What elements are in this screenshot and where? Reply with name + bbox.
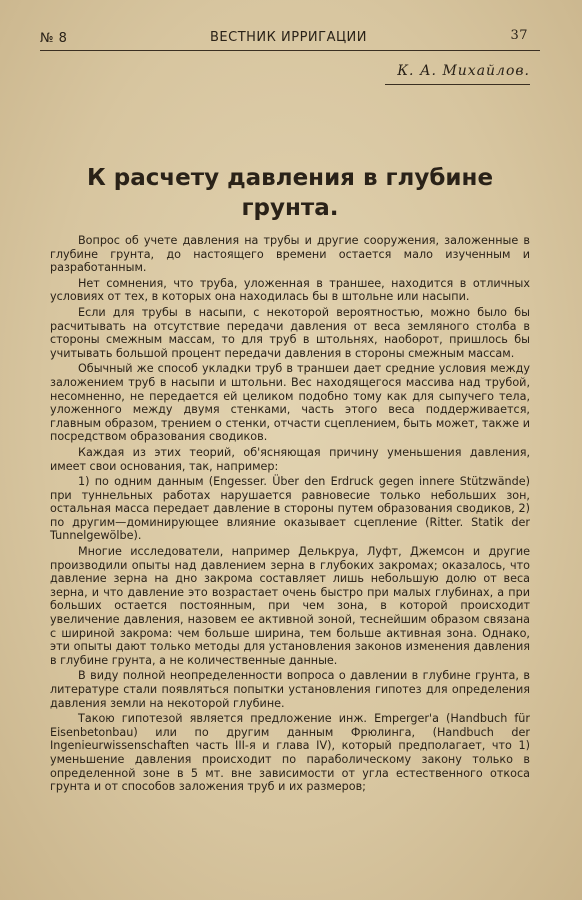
title-line-1: К расчету давления в глубине [86,165,494,191]
header-rule [40,50,540,51]
paragraph: Многие исследователи, например Делькруа, Луфт, Джемсон и другие производили опыты над давлением зерна в глубоких закромах; оказалось, что давление зерна на дно закрома составляет лишь небольшую долю от веса зерна, и что давление это возрастает очень быстро при малых глубинах, а при больших остается постоянным, при чем зона, в которой происходит увеличение давления, назовем ее активной зоной, теснейшим образом связана с шириной закрома: чем больше ширина, тем больше активная зона. Однако, эти опыты дают только методы для установления законов изменения давления в глубине грунта, а не количественные данные. [50,545,530,667]
paragraph: Такою гипотезой является предложение инж. Emperger'a (Handbuch für Eisenbetonbau) или по другим данным Фрюлинга, (Handbuch der Ingenieurwissenschaften часть III-я и глава IV), который предполагает, что 1) уменьшение давления происходит по параболическому закону только в определенной зоне в 5 мт. вне зависимости от угла естественного откоса грунта и от способов заложения труб и их размеров; [50,712,530,794]
journal-title: ВЕСТНИК ИРРИГАЦИИ [210,30,368,45]
issue-number: № 8 [40,31,68,46]
article-body [50,234,530,796]
paragraph: Если для трубы в насыпи, с некоторой вероятностью, можно было бы расчитывать на отсутствие передачи давления от веса земляного столба в стороны смежным массам, то для труб в штольнях, наоборот, пришлось бы учитывать большой процент передачи давления в стороны смежным массам. [50,305,530,360]
paragraph: В виду полной неопределенности вопроса о давлении в глубине грунта, в литературе стали появляться попытки установления гипотез для определения давления земли на некоторой глубине. [50,669,530,710]
running-header [40,28,540,48]
paragraph: Нет сомнения, что труба, уложенная в траншее, находится в отличных условиях от тех, в которых она находилась бы в штольне или насыпи. [50,276,530,304]
title-line-2: грунта. [241,195,339,221]
page-number: 37 [510,28,528,43]
author-rule [385,84,530,85]
paragraph: 1) по одним данным (Engesser. Über den Erdruck gegen innere Stützwände) при туннельных работах нарушается равновесие только небольших зон, остальная масса передает давление в стороны путем образования сводиков, 2) по другим—доминирующее влияние оказывает сцепление (Ritter. Statik der Tunnelgewölbe). [50,475,530,543]
paragraph: Каждая из этих теорий, об'ясняющая причину уменьшения давления, имеет свои основания, так, например: [50,445,530,473]
paragraph: Обычный же способ укладки труб в траншеи дает средние условия между заложением труб в насыпи и штольни. Вес находящегося массива над трубой, несомненно, не передается ей целиком подобно тому как для сыпучего тела, уложенного между двумя стенками, часть этого веса поддерживается, главным образом, трением о стенки, отчасти сцеплением, быть может, также и посредством образования сводиков. [50,362,530,444]
article-title [40,163,540,223]
paragraph: Вопрос об учете давления на трубы и другие сооружения, заложенные в глубине грунта, до настоящего времени остается мало изученным и разработанным. [50,234,530,275]
author-name: К. А. Михайлов. [397,63,530,79]
